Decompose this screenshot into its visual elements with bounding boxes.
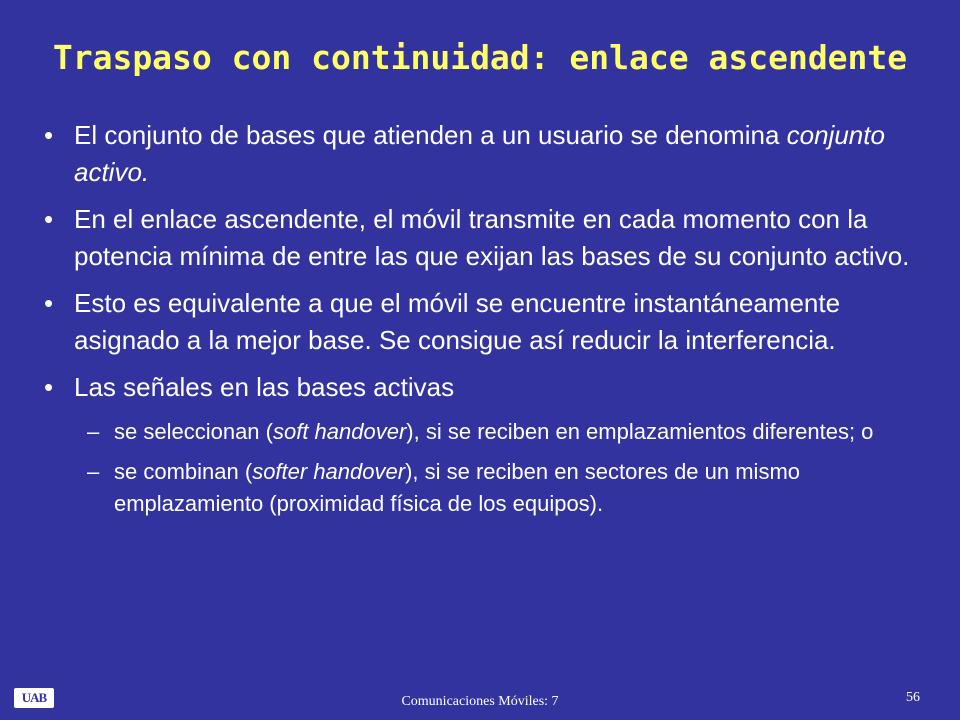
- bullet-item: [40, 285, 920, 359]
- sub-bullet-text: ), si se reciben en sectores de un mismo emplazamiento (proximidad física de los equipos).: [114, 459, 801, 516]
- sub-bullet-emphasis: soft handover: [272, 419, 407, 444]
- bullet-emphasis: conjunto activo.: [74, 120, 885, 187]
- bullet-icon: •: [44, 204, 54, 234]
- bullet-item: [40, 117, 920, 191]
- logo-text: UAB: [21, 690, 47, 705]
- bullet-text: El conjunto de bases que atienden a un usuario se denomina: [74, 120, 787, 150]
- bullet-item: [40, 201, 920, 275]
- sub-bullet-item: [40, 416, 920, 448]
- slide-title: Traspaso con continuidad: enlace ascendente: [52, 38, 908, 77]
- bullet-text: En el enlace ascendente, el móvil transmite en cada momento con la potencia mínima de entre las que exijan las bases de su conjunto activo.: [74, 204, 910, 271]
- sub-bullet-text: ), si se reciben en emplazamientos diferentes; o: [406, 419, 874, 444]
- dash-icon: –: [87, 419, 100, 444]
- page-number: 56: [906, 690, 920, 705]
- dash-icon: –: [87, 459, 100, 484]
- bullet-text: Las señales en las bases activas: [74, 372, 455, 402]
- bullet-icon: •: [44, 288, 54, 318]
- bullet-item: [40, 369, 920, 406]
- slide-content: [40, 117, 920, 528]
- sub-bullet-text: se combinan (: [114, 459, 253, 484]
- bullet-icon: •: [44, 120, 54, 150]
- sub-bullet-emphasis: softer handover: [252, 459, 406, 484]
- sub-bullet-item: [40, 456, 920, 520]
- bullet-text: Esto es equivalente a que el móvil se encuentre instantáneamente asignado a la mejor base. Se consigue así reducir la interferencia.: [74, 288, 841, 355]
- sub-bullet-text: se seleccionan (: [114, 419, 273, 444]
- footer-course-title: Comunicaciones Móviles: 7: [401, 694, 559, 709]
- bullet-icon: •: [44, 372, 54, 402]
